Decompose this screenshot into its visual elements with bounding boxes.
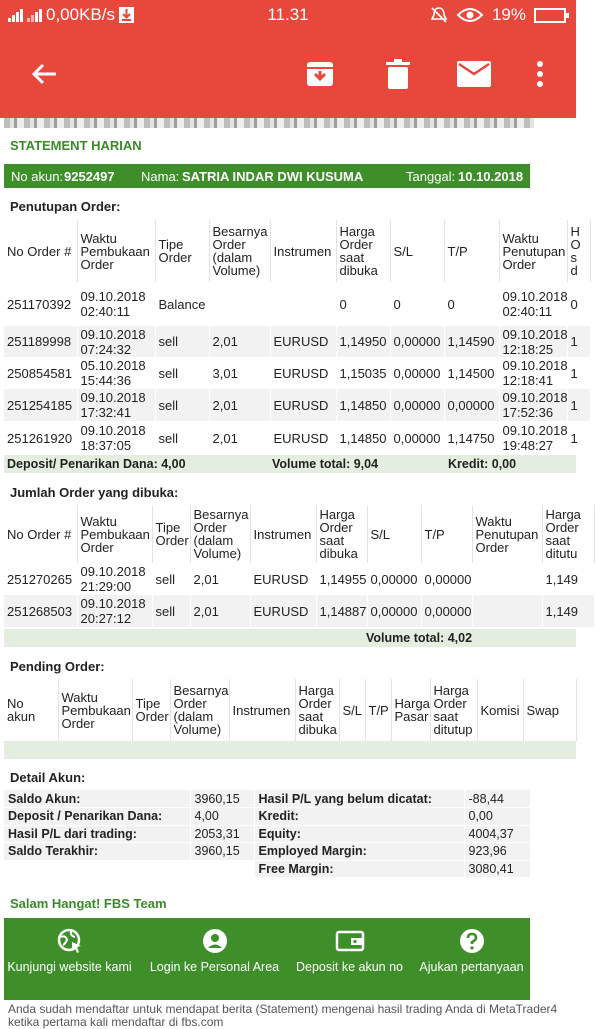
- open-summary-row: [4, 629, 576, 647]
- column-header: Tipe Order: [155, 220, 209, 282]
- pending-orders-table: [4, 679, 577, 741]
- table-cell: 09.10.2018 17:32:41: [77, 389, 155, 421]
- account-icon: [202, 928, 228, 954]
- column-header: Waktu Pembukaan Order: [77, 505, 152, 563]
- table-cell: 3,01: [209, 357, 270, 389]
- table-cell: 1,14750: [444, 421, 499, 455]
- column-header: Instrumen: [270, 220, 336, 282]
- table-cell: 1,15035: [336, 357, 390, 389]
- detail-cell: 3960,15: [190, 843, 254, 861]
- eye-icon: [456, 7, 484, 23]
- column-header: Waktu Penutupan Order: [499, 220, 567, 282]
- table-cell: 1,14500: [444, 357, 499, 389]
- detail-cell: Kredit:: [254, 808, 464, 826]
- table-cell: 250854581: [4, 357, 77, 389]
- table-cell: 09.10.2018 20:27:12: [77, 595, 152, 627]
- detail-cell: -88,44: [464, 790, 530, 808]
- column-header: Harga Pasar: [391, 679, 430, 741]
- column-header: No Order #: [4, 220, 77, 282]
- table-cell: 251170392: [4, 282, 77, 326]
- back-arrow-icon[interactable]: [24, 54, 64, 94]
- closed-orders-table: [4, 220, 591, 455]
- table-cell: 0,00000: [390, 389, 444, 421]
- column-header: Waktu Pembukaan Order: [58, 679, 132, 741]
- table-cell: 09.10.2018 17:52:36: [499, 389, 567, 421]
- account-detail-table: [4, 790, 531, 878]
- globe-cursor-icon: [57, 928, 83, 954]
- table-cell: 09.10.2018 12:18:41: [499, 357, 567, 389]
- table-cell: Balance: [155, 282, 209, 326]
- detail-cell: 4004,37: [464, 825, 530, 843]
- open-volume-total: Volume total: 4,02: [366, 631, 473, 645]
- table-cell: 0: [444, 282, 499, 326]
- closed-summary-row: [4, 455, 576, 473]
- detail-cell: Hasil P/L yang belum dicatat:: [254, 790, 464, 808]
- account-info-bar: [4, 164, 530, 188]
- detail-row: [4, 808, 530, 826]
- detail-row: [4, 843, 530, 861]
- column-header: Tipe Order: [132, 679, 170, 741]
- closed-orders-title: Penutupan Order:: [10, 199, 121, 214]
- table-cell: EURUSD: [270, 421, 336, 455]
- table-cell: 1,14955: [316, 563, 367, 595]
- clock: 11.31: [267, 5, 309, 24]
- greeting: Salam Hangat! FBS Team: [10, 896, 167, 911]
- column-header: Tipe Order: [152, 505, 190, 563]
- table-cell: 251189998: [4, 326, 77, 357]
- detail-cell: Saldo Terakhir:: [4, 843, 190, 861]
- login-personal-area-label: Login ke Personal Area: [149, 960, 280, 974]
- table-cell: 2,01: [190, 563, 250, 595]
- detail-cell: Equity:: [254, 825, 464, 843]
- visit-website-button[interactable]: [4, 918, 135, 974]
- battery-icon: [534, 8, 566, 23]
- table-cell: 1: [567, 421, 590, 455]
- column-header: Besarnya Order (dalam Volume): [190, 505, 250, 563]
- account-no-value: 9252497: [64, 169, 115, 184]
- column-header: Instrumen: [229, 679, 295, 741]
- table-cell: 09.10.2018 19:48:27: [499, 421, 567, 455]
- closed-kredit-total: Kredit: 0,00: [448, 457, 517, 471]
- detail-cell: Free Margin:: [254, 860, 464, 878]
- closed-volume-total: Volume total: 9,04: [272, 457, 379, 471]
- login-personal-area-button[interactable]: [149, 918, 280, 974]
- delete-icon[interactable]: [378, 54, 418, 94]
- pending-orders-title: Pending Order:: [10, 659, 105, 674]
- table-cell: 251254185: [4, 389, 77, 421]
- table-cell: EURUSD: [270, 357, 336, 389]
- table-cell: [209, 282, 270, 326]
- footer-actions: [4, 918, 530, 1000]
- table-cell: 1,14887: [316, 595, 367, 627]
- table-cell: 0,00000: [390, 357, 444, 389]
- status-bar: [0, 0, 576, 30]
- table-cell: 09.10.2018 02:40:11: [499, 282, 567, 326]
- name-value: SATRIA INDAR DWI KUSUMA: [182, 169, 364, 184]
- detail-cell: 4,00: [190, 808, 254, 826]
- status-right: [430, 5, 566, 25]
- detail-cell: 2053,31: [190, 825, 254, 843]
- table-cell: 09.10.2018 18:37:05: [77, 421, 155, 455]
- column-header: S/L: [390, 220, 444, 282]
- column-header: Waktu Penutupan Order: [472, 505, 542, 563]
- table-cell: 1,149: [542, 595, 594, 627]
- wallet-icon: [337, 928, 363, 954]
- table-cell: 1,149: [542, 563, 594, 595]
- table-cell: [472, 595, 542, 627]
- table-cell: 251261920: [4, 421, 77, 455]
- help-icon: [459, 928, 485, 954]
- detail-cell: 0,00: [464, 808, 530, 826]
- table-row: [4, 389, 590, 421]
- column-header: T/P: [365, 679, 391, 741]
- column-header: No akun: [4, 679, 58, 741]
- table-cell: 09.10.2018 12:18:25: [499, 326, 567, 357]
- column-header: Besarnya Order (dalam Volume): [170, 679, 229, 741]
- table-cell: 0: [390, 282, 444, 326]
- table-cell: 2,01: [209, 421, 270, 455]
- table-cell: EURUSD: [250, 563, 316, 595]
- table-cell: 2,01: [209, 326, 270, 357]
- detail-cell: 923,96: [464, 843, 530, 861]
- table-cell: 251270265: [4, 563, 77, 595]
- table-cell: 0,00000: [367, 563, 421, 595]
- table-cell: EURUSD: [270, 389, 336, 421]
- detail-cell: 3960,15: [190, 790, 254, 808]
- table-cell: 09.10.2018 07:24:32: [77, 326, 155, 357]
- table-cell: 2,01: [190, 595, 250, 627]
- open-orders-table: [4, 505, 595, 627]
- column-header: Harga Order saat dibuka: [295, 679, 339, 741]
- detail-cell: Saldo Akun:: [4, 790, 190, 808]
- date-label: Tanggal:: [406, 169, 456, 184]
- table-cell: 0: [567, 282, 590, 326]
- detail-row: [4, 860, 530, 878]
- account-no-label: No akun:: [11, 169, 64, 184]
- table-cell: 1: [567, 357, 590, 389]
- table-cell: 1: [567, 326, 590, 357]
- column-header: Instrumen: [250, 505, 316, 563]
- table-cell: sell: [152, 563, 190, 595]
- table-cell: 1,14950: [336, 326, 390, 357]
- table-cell: 0,00000: [421, 563, 472, 595]
- table-row: [4, 357, 590, 389]
- more-vert-icon[interactable]: [520, 54, 560, 94]
- detail-cell: 3080,41: [464, 860, 530, 878]
- table-cell: 0,00000: [444, 389, 499, 421]
- table-cell: sell: [155, 421, 209, 455]
- deposit-account-label: Deposit ke akun no: [295, 960, 403, 974]
- column-header: Harga Order saat dibuka: [316, 505, 367, 563]
- ask-question-label: Ajukan pertanyaan: [419, 960, 524, 974]
- table-row: [4, 421, 590, 455]
- table-cell: 2,01: [209, 389, 270, 421]
- column-header: Komisi: [477, 679, 523, 741]
- column-header: Besarnya Order (dalam Volume): [209, 220, 270, 282]
- detail-row: [4, 825, 530, 843]
- detail-cell: [4, 860, 190, 878]
- table-cell: sell: [155, 389, 209, 421]
- table-row: [4, 326, 590, 357]
- table-cell: 0,00000: [421, 595, 472, 627]
- column-header: T/P: [421, 505, 472, 563]
- table-cell: EURUSD: [270, 326, 336, 357]
- header-image: [4, 118, 534, 128]
- ask-question-button[interactable]: [406, 918, 537, 974]
- open-orders-title: Jumlah Order yang dibuka:: [10, 485, 179, 500]
- detail-cell: Deposit / Penarikan Dana:: [4, 808, 190, 826]
- table-cell: 09.10.2018 02:40:11: [77, 282, 155, 326]
- table-row: [4, 595, 594, 627]
- detail-cell: Employed Margin:: [254, 843, 464, 861]
- pending-summary-row: [4, 741, 576, 759]
- table-cell: 0,00000: [367, 595, 421, 627]
- table-cell: 0,00000: [390, 326, 444, 357]
- table-row: [4, 563, 594, 595]
- mail-icon[interactable]: [454, 54, 494, 94]
- account-detail-title: Detail Akun:: [10, 770, 86, 785]
- column-header: Harga Order saat dibuka: [336, 220, 390, 282]
- archive-icon[interactable]: [300, 54, 340, 94]
- table-cell: 1,14850: [336, 389, 390, 421]
- closed-deposit-total: Deposit/ Penarikan Dana: 4,00: [7, 457, 186, 471]
- table-cell: 1,14850: [336, 421, 390, 455]
- column-header: T/P: [444, 220, 499, 282]
- table-cell: sell: [152, 595, 190, 627]
- detail-row: [4, 790, 530, 808]
- table-cell: sell: [155, 326, 209, 357]
- date-value: 10.10.2018: [458, 169, 524, 184]
- detail-cell: Hasil P/L dari trading:: [4, 825, 190, 843]
- deposit-account-button[interactable]: [284, 918, 415, 974]
- table-cell: 0,00000: [390, 421, 444, 455]
- column-header: No Order #: [4, 505, 77, 563]
- network-speed: 0,00KB/s: [46, 5, 115, 24]
- table-cell: 0: [336, 282, 390, 326]
- name-label: Nama:: [141, 169, 180, 184]
- alarm-off-icon: [430, 6, 448, 24]
- table-cell: 05.10.2018 15:44:36: [77, 357, 155, 389]
- app-bar: [0, 30, 576, 118]
- registration-note: Anda sudah mendaftar untuk mendapat berita (Statement) mengenai hasil trading Anda di MetaTrader4 ketika pertama kali mendaftar di fbs.com: [8, 1002, 558, 1029]
- column-header: S/L: [339, 679, 365, 741]
- table-cell: 1: [567, 389, 590, 421]
- battery-level: 19%: [491, 5, 526, 24]
- column-header: Harga Order saat ditutup: [430, 679, 477, 741]
- table-cell: [472, 563, 542, 595]
- column-header: S/L: [367, 505, 421, 563]
- table-cell: sell: [155, 357, 209, 389]
- table-row: [4, 282, 590, 326]
- column-header: H O s d: [567, 220, 590, 282]
- table-cell: [270, 282, 336, 326]
- table-cell: 09.10.2018 21:29:00: [77, 563, 152, 595]
- column-header: Waktu Pembukaan Order: [77, 220, 155, 282]
- page-title: STATEMENT HARIAN: [10, 138, 142, 153]
- column-header: Harga Order saat ditutu: [542, 505, 594, 563]
- detail-cell: [190, 860, 254, 878]
- table-cell: 251268503: [4, 595, 77, 627]
- visit-website-label: Kunjungi website kami: [7, 960, 132, 974]
- column-header: Swap: [523, 679, 576, 741]
- table-cell: 1,14590: [444, 326, 499, 357]
- table-cell: EURUSD: [250, 595, 316, 627]
